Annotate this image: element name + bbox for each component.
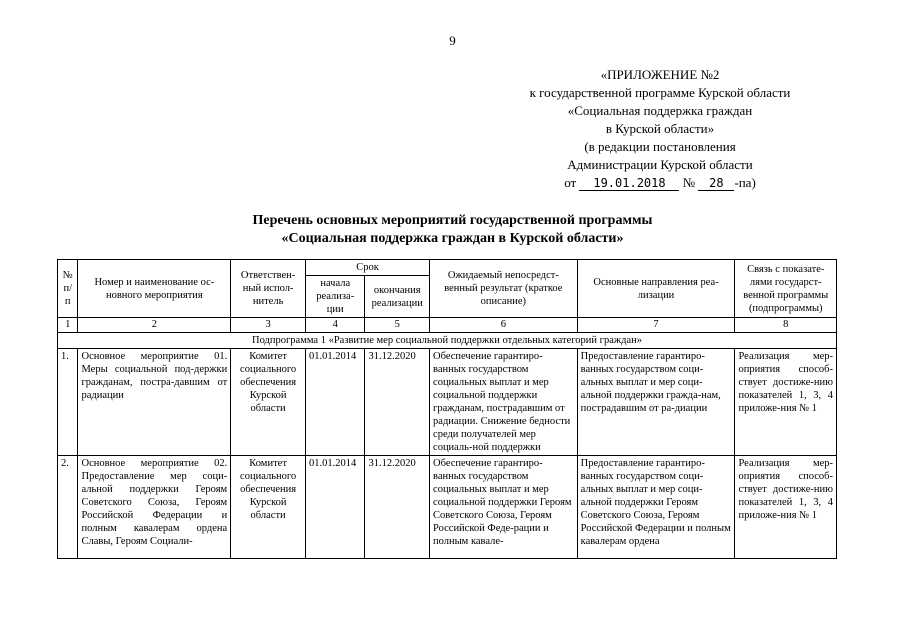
column-numbers-row [58, 318, 837, 333]
row-indicator-link: Реализация мер-оприятия способ-ствует достиже-нию показателей 1, 3, 4 приложе-ния № 1 [735, 349, 837, 456]
column-number: 1 [58, 318, 78, 333]
title-line: «Социальная поддержка граждан в Курской области» [281, 231, 624, 246]
column-number: 8 [735, 318, 837, 333]
row-directions: Предоставление гарантиро-ванных государством соци-альных выплат и мер соци-альной поддержки Героям Советского Союза, Героям Российской Федерации и полным кавалерам ордена [577, 456, 735, 559]
row-end-date: 31.12.2020 [365, 456, 430, 559]
row-executor: Комитет социального обеспечения Курской области [231, 456, 306, 559]
appendix-header [480, 66, 840, 192]
column-number: 7 [577, 318, 735, 333]
row-num: 1. [58, 349, 78, 456]
column-number: 3 [231, 318, 306, 333]
appendix-line: (в редакции постановления [584, 139, 736, 154]
decree-suffix: -па) [734, 175, 756, 190]
row-indicator-link: Реализация мер-оприятия способ-ствует достиже-нию показателей 1, 3, 4 приложе-ния № 1 [735, 456, 837, 559]
header-start: начала реализа-ции [306, 276, 365, 318]
document-title [0, 212, 905, 248]
number-label: № [682, 175, 696, 190]
appendix-line: «Социальная поддержка граждан [567, 103, 753, 118]
header-end: окончания реализации [365, 276, 430, 318]
row-measure-name: Основное мероприятие 01. Меры социальной под-держки гражданам, постра-давшим от радиации [78, 349, 231, 456]
row-start-date: 01.01.2014 [306, 349, 365, 456]
column-number: 6 [430, 318, 578, 333]
row-measure-name: Основное мероприятие 02. Предоставление мер соци-альной поддержки Героям Советского Союза, Героям Российской Федерации и полным кавалерам ордена Славы, Героям Социали- [78, 456, 231, 559]
subprogram-title: Подпрограмма 1 «Развитие мер социальной поддержки отдельных категорий граждан» [58, 333, 837, 349]
row-end-date: 31.12.2020 [365, 349, 430, 456]
decree-number: 28 [698, 176, 734, 191]
row-start-date: 01.01.2014 [306, 456, 365, 559]
from-label: от [564, 175, 577, 190]
column-number: 4 [306, 318, 365, 333]
subprogram-row [58, 333, 837, 349]
page-number: 9 [449, 33, 456, 48]
header-directions: Основные направления реа-лизации [577, 260, 735, 318]
title-line: Перечень основных мероприятий государственной программы [252, 213, 653, 228]
appendix-line: к государственной программе Курской области [529, 85, 791, 100]
table-row [58, 456, 837, 559]
row-executor: Комитет социального обеспечения Курской области [231, 349, 306, 456]
header-result: Ожидаемый непосредст-венный результат (краткое описание) [430, 260, 578, 318]
header-num: № п/п [58, 260, 78, 318]
row-directions: Предоставление гарантиро-ванных государством соци-альных выплат и мер соци-альной поддержки гражда-нам, пострадавшим от ра-диации [577, 349, 735, 456]
column-number: 2 [78, 318, 231, 333]
table-row [58, 349, 837, 456]
header-row [58, 260, 837, 276]
appendix-line: в Курской области» [605, 121, 715, 136]
header-name: Номер и наименование ос-новного мероприятия [78, 260, 231, 318]
header-executor: Ответствен-ный испол-нитель [231, 260, 306, 318]
appendix-date-line [480, 174, 840, 192]
row-expected-result: Обеспечение гарантиро-ванных государством социальных выплат и мер социальной поддержки Героям Советского Союза, Героям Российской Феде-рации и полным кавале- [430, 456, 578, 559]
column-number: 5 [365, 318, 430, 333]
header-link: Связь с показате-лями государст-венной программы (подпрограммы) [735, 260, 837, 318]
decree-date: 19.01.2018 [579, 176, 679, 191]
row-expected-result: Обеспечение гарантиро-ванных государством социальных выплат и мер социальной поддержки гражданам, пострадавшим от радиации. Снижение бедности среди получателей мер социаль-ной поддержки [430, 349, 578, 456]
measures-table [57, 259, 837, 559]
appendix-title: «ПРИЛОЖЕНИЕ №2 [600, 67, 720, 82]
appendix-line: Администрации Курской области [567, 157, 753, 172]
header-term: Срок [306, 260, 430, 276]
row-num: 2. [58, 456, 78, 559]
